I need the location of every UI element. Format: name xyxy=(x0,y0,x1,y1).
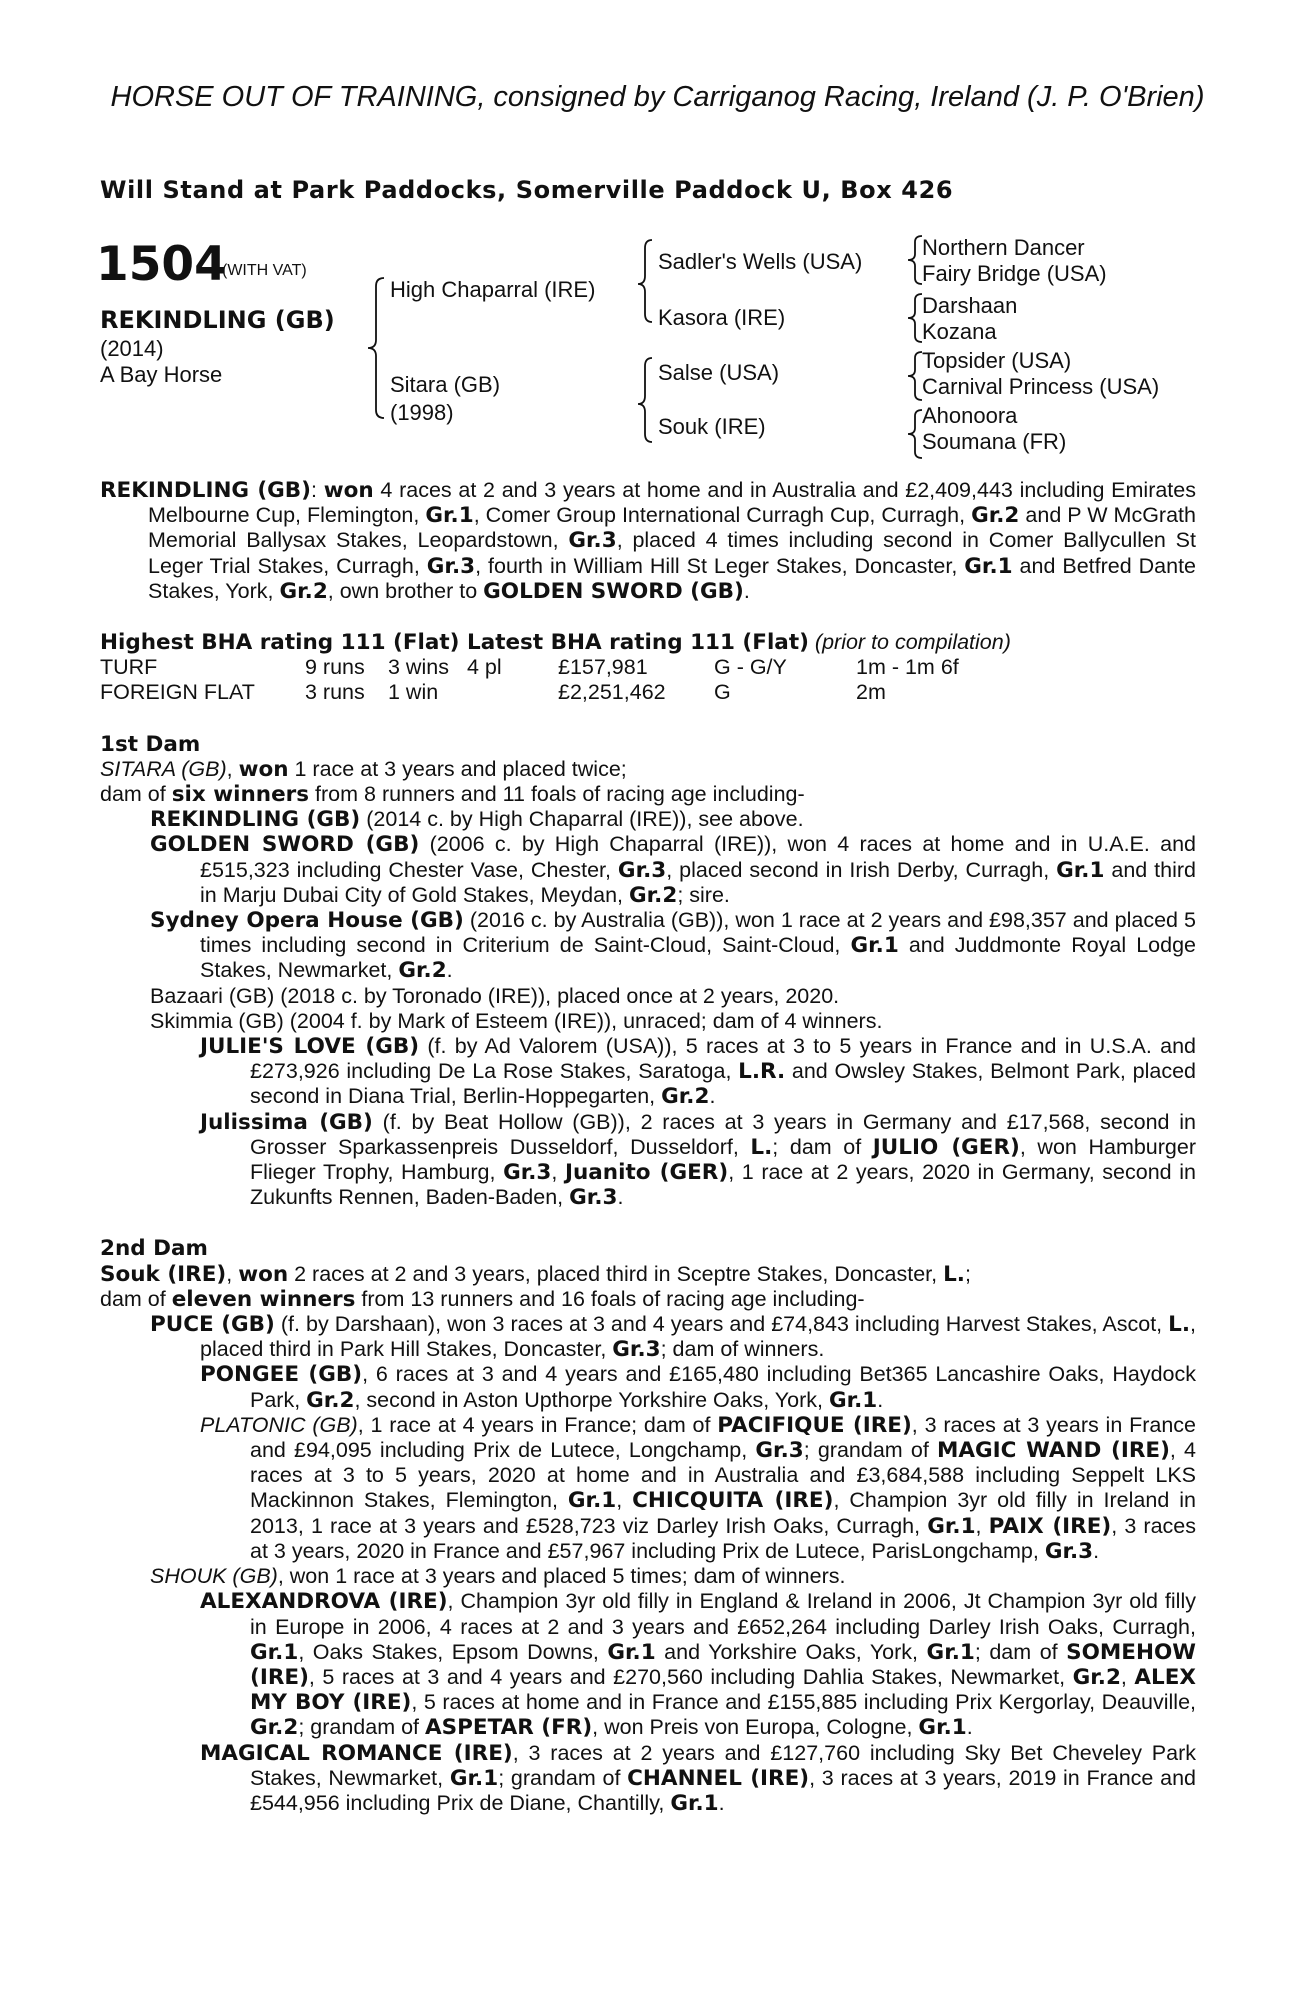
pedigree-ds-dam: Carnival Princess (USA) xyxy=(922,374,1160,399)
produce-platonic: PLATONIC (GB), 1 race at 4 years in France; dam of PACIFIQUE (IRE), 3 races at 3 years in France and £94,095 including Prix de Lutece, Longchamp, Gr.3; grandam of MAGIC WAND (IRE), 4 races at 3 to 5 years, 2020 at home and in Australia and £3,684,588 including Seppelt LKS Mackinnon Stakes, Flemington, Gr.1, CHICQUITA (IRE), Champion 3yr old filly in Ireland in 2013, 1 race at 3 years and £528,723 viz Darley Irish Oaks, Curragh, Gr.1, PAIX (IRE), 3 races at 3 years, 2020 in France and £57,967 including Prix de Lutece, ParisLongchamp, Gr.3. xyxy=(200,1412,1197,1564)
pedigree-sire-sire: Sadler's Wells (USA) xyxy=(658,249,863,274)
catalogue-body xyxy=(100,478,1196,1816)
pedigree-sire-dam: Kasora (IRE) xyxy=(658,305,786,330)
pedigree-sd-dam: Kozana xyxy=(922,319,997,344)
lot-number: 1504 xyxy=(96,237,227,292)
rating-row-turf: TURF 9 runs 3 wins 4 pl £157,981 G - G/Y 1m - 1m 6f xyxy=(100,655,959,680)
vat-note: (WITH VAT) xyxy=(222,262,307,279)
consignment-header: HORSE OUT OF TRAINING, consigned by Carriganog Racing, Ireland (J. P. O'Brien) xyxy=(110,81,1205,113)
produce-sydney-opera-house: Sydney Opera House (GB) (2016 c. by Australia (GB)), won 1 race at 2 years and £98,357 and placed 5 times including second in Criterium de Saint-Cloud, Saint-Cloud, Gr.1 and Juddmonte Royal Lodge Stakes, Newmarket, Gr.2. xyxy=(150,908,1196,984)
produce-bazaari: Bazaari (GB) (2018 c. by Toronado (IRE)), placed once at 2 years, 2020. xyxy=(150,983,840,1008)
bha-rating: Highest BHA rating 111 (Flat) Latest BHA rating 111 (Flat) (prior to compilation) xyxy=(100,630,1011,656)
produce-golden-sword: GOLDEN SWORD (GB) (2006 c. by High Chaparral (IRE)), won 4 races at home and in U.A.E. and £515,323 including Chester Vase, Chester, Gr.3, placed second in Irish Derby, Curragh, Gr.1 and third in Marju Dubai City of Gold Stakes, Meydan, Gr.2; sire. xyxy=(150,832,1197,908)
horse-name: REKINDLING (GB) xyxy=(100,306,335,334)
produce-skimmia: Skimmia (GB) (2004 f. by Mark of Esteem (IRE)), unraced; dam of 4 winners. xyxy=(150,1008,883,1033)
produce-shouk: SHOUK (GB), won 1 race at 3 years and placed 5 times; dam of winners. xyxy=(150,1564,846,1589)
pedigree-dam-sire: Salse (USA) xyxy=(658,360,780,385)
produce-magical-romance: MAGICAL ROMANCE (IRE), 3 races at 2 years and £127,760 including Sky Bet Cheveley Park Stakes, Newmarket, Gr.1; grandam of CHANNEL (IRE), 3 races at 3 years, 2019 in France and £544,956 including Prix de Diane, Chantilly, Gr.1. xyxy=(200,1740,1196,1816)
stand-location: Will Stand at Park Paddocks, Somerville Paddock U, Box 426 xyxy=(100,176,954,204)
first-dam-line: SITARA (GB), won 1 race at 3 years and placed twice; xyxy=(100,756,627,782)
pedigree-ss-dam: Fairy Bridge (USA) xyxy=(922,261,1107,286)
produce-pongee: PONGEE (GB), 6 races at 3 and 4 years and £165,480 including Bet365 Lancashire Oaks, Haydock Park, Gr.2, second in Aston Upthorpe Yorkshire Oaks, York, Gr.1. xyxy=(200,1362,1196,1413)
pedigree-ds-sire: Topsider (USA) xyxy=(922,348,1072,373)
second-dam-heading: 2nd Dam xyxy=(100,1236,208,1262)
pedigree-brackets xyxy=(0,0,1314,470)
pedigree-dd-sire: Ahonoora xyxy=(922,403,1018,428)
second-dam-produce-summary: dam of eleven winners from 13 runners and 16 foals of racing age including- xyxy=(100,1286,865,1312)
produce-puce: PUCE (GB) (f. by Darshaan), won 3 races at 3 and 4 years and £74,843 including Harvest Stakes, Ascot, L., placed third in Park Hill Stakes, Doncaster, Gr.3; dam of winners. xyxy=(150,1312,1196,1363)
produce-rekindling: REKINDLING (GB) (2014 c. by High Chaparral (IRE)), see above. xyxy=(150,807,804,833)
race-record-summary: REKINDLING (GB): won 4 races at 2 and 3 years at home and in Australia and £2,409,443 including Emirates Melbourne Cup, Flemington, Gr.1, Comer Group International Curragh Cup, Curragh, Gr.2 and P W McGrath Memorial Ballysax Stakes, Leopardstown, Gr.3, placed 4 times including second in Comer Ballycullen St Leger Trial Stakes, Curragh, Gr.3, fourth in William Hill St Leger Stakes, Doncaster, Gr.1 and Betfred Dante Stakes, York, Gr.2, own brother to GOLDEN SWORD (GB). xyxy=(100,478,1196,604)
pedigree-ss-sire: Northern Dancer xyxy=(922,235,1085,260)
first-dam-heading: 1st Dam xyxy=(100,731,201,757)
pedigree-dam-dam: Souk (IRE) xyxy=(658,414,766,439)
pedigree-sd-sire: Darshaan xyxy=(922,293,1018,318)
rating-row-foreign-flat: FOREIGN FLAT 3 runs 1 win £2,251,462 G 2m xyxy=(100,680,886,705)
horse-description: A Bay Horse xyxy=(100,362,223,387)
second-dam-line: Souk (IRE), won 2 races at 2 and 3 years, placed third in Sceptre Stakes, Doncaster, L.; xyxy=(100,1261,971,1287)
pedigree-sire: High Chaparral (IRE) xyxy=(390,277,596,302)
pedigree-dam-year: (1998) xyxy=(390,400,454,425)
produce-julies-love: JULIE'S LOVE (GB) (f. by Ad Valorem (USA)), 5 races at 3 to 5 years in France and in U.S.A. and £273,926 including De La Rose Stakes, Saratoga, L.R. and Owsley Stakes, Belmont Park, placed second in Diana Trial, Berlin-Hoppegarten, Gr.2. xyxy=(200,1034,1197,1110)
pedigree-dd-dam: Soumana (FR) xyxy=(922,429,1067,454)
pedigree-dam: Sitara (GB) xyxy=(390,372,501,397)
horse-year: (2014) xyxy=(100,336,164,361)
produce-julissima: Julissima (GB) (f. by Beat Hollow (GB)), 2 races at 3 years in Germany and £17,568, second in Grosser Sparkassenpreis Dusseldorf, Dusseldorf, L.; dam of JULIO (GER), won Hamburger Flieger Trophy, Hamburg, Gr.3, Juanito (GER), 1 race at 2 years, 2020 in Germany, second in Zukunfts Rennen, Baden-Baden, Gr.3. xyxy=(200,1109,1197,1211)
produce-alexandrova: ALEXANDROVA (IRE), Champion 3yr old filly in England & Ireland in 2006, Jt Champion 3yr old filly in Europe in 2006, 4 races at 2 and 3 years and £652,264 including Darley Irish Oaks, Curragh, Gr.1, Oaks Stakes, Epsom Downs, Gr.1 and Yorkshire Oaks, York, Gr.1; dam of SOMEHOW (IRE), 5 races at 3 and 4 years and £270,560 including Dahlia Stakes, Newmarket, Gr.2, ALEX MY BOY (IRE), 5 races at home and in France and £155,885 including Prix Kergorlay, Deauville, Gr.2; grandam of ASPETAR (FR), won Preis von Europa, Cologne, Gr.1. xyxy=(200,1589,1196,1741)
first-dam-produce-summary: dam of six winners from 8 runners and 11 foals of racing age including- xyxy=(100,782,805,807)
